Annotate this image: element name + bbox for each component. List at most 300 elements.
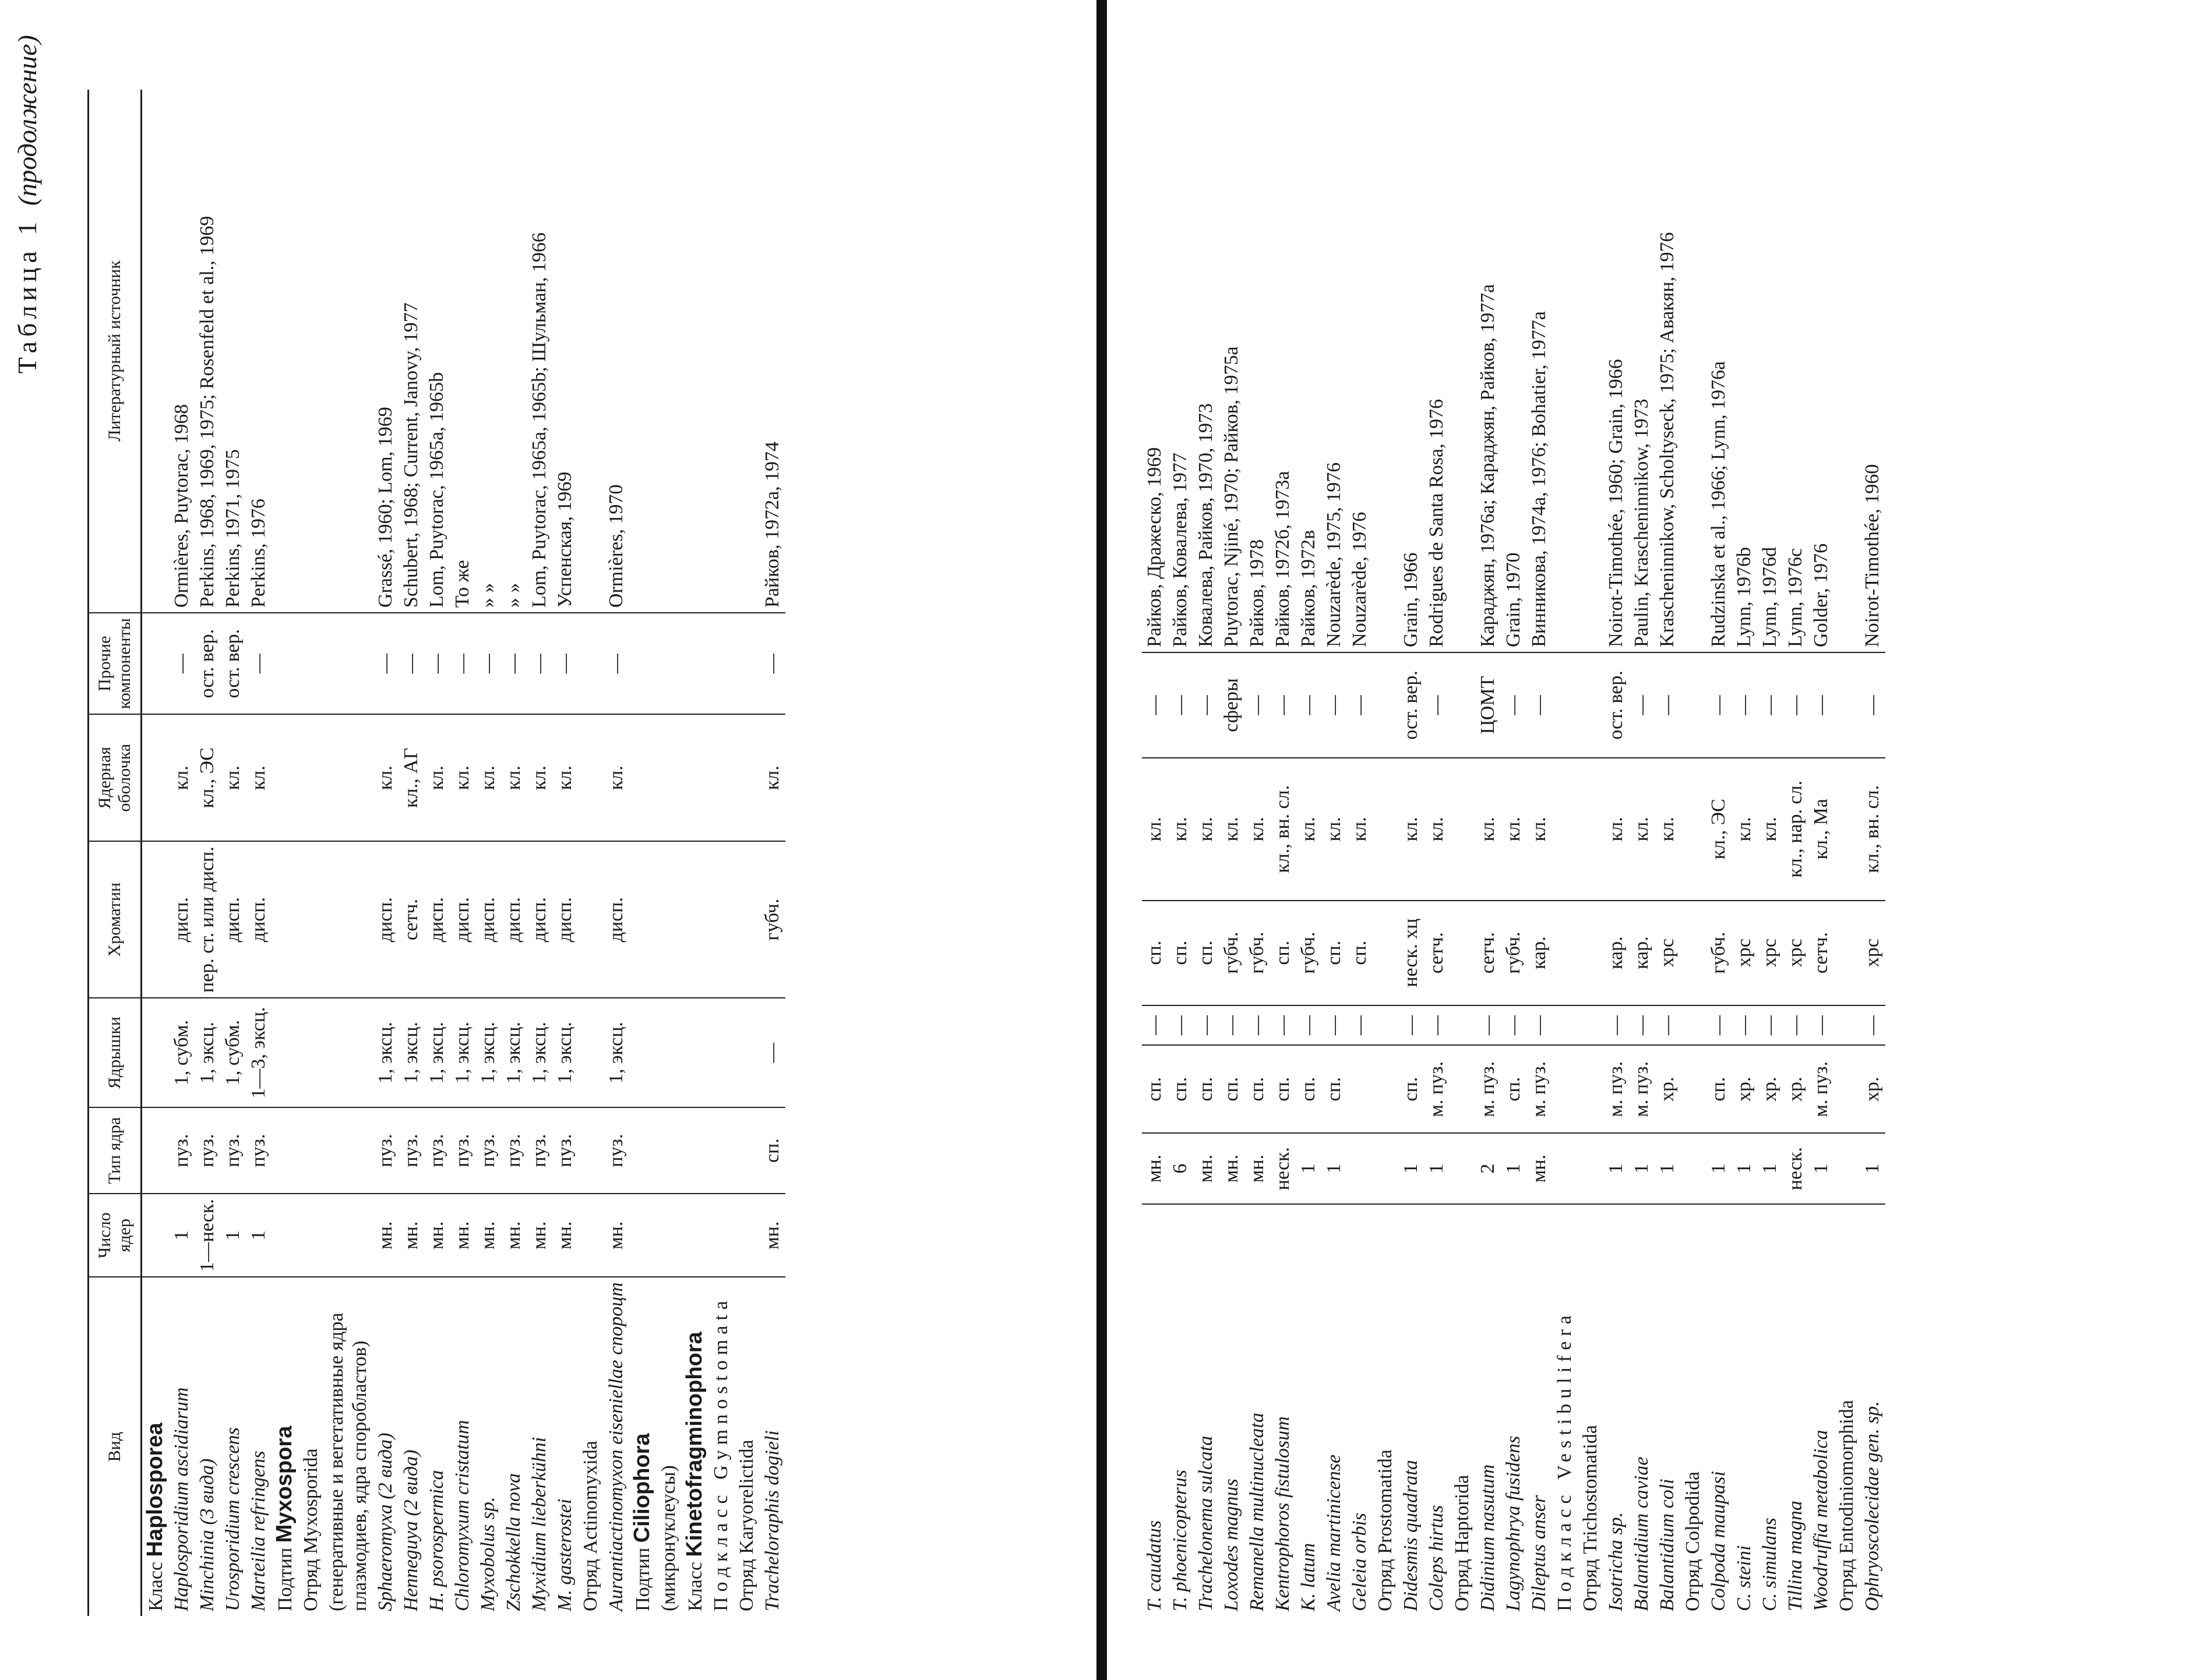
table-row: [1193, 90, 1219, 1616]
cell-ob: [1834, 758, 1860, 901]
header-prochie: Прочие компоненты: [89, 613, 142, 714]
cell-ob: кл.: [1424, 758, 1450, 901]
cell-ob: [682, 714, 708, 841]
table-row: [324, 90, 373, 1616]
cell-ob: кл.: [169, 714, 195, 841]
table-row: [1629, 90, 1655, 1616]
table-row: [682, 90, 708, 1616]
cell-n: 1: [1296, 1133, 1321, 1204]
cell-hr: дисп.: [220, 841, 246, 998]
table-row: [1219, 90, 1244, 1616]
cell-src: Noirot-Timothée, 1960; Grain, 1966: [1603, 90, 1629, 652]
table-row: [450, 90, 475, 1616]
cell-n: мн.: [475, 1194, 501, 1277]
cell-src: [656, 90, 682, 613]
cell-ob: [324, 714, 373, 841]
cell-pr: ост. вер.: [220, 613, 246, 714]
cell-hr: губч.: [1244, 901, 1270, 1005]
cell-n: [1450, 1133, 1475, 1204]
cell-hr: сп.: [1321, 901, 1347, 1005]
table-row: [1321, 90, 1347, 1616]
cell-hr: [656, 841, 682, 998]
cell-pr: —: [1296, 652, 1321, 758]
cell-yad: [734, 998, 760, 1107]
cell-vid: T. caudatus: [1144, 1520, 1165, 1611]
cell-ob: кл., ЭС: [195, 714, 220, 841]
table-row: [604, 90, 629, 1616]
cell-pr: —: [527, 613, 552, 714]
cell-n: 1: [1732, 1133, 1757, 1204]
table-row: [1603, 90, 1629, 1616]
cell-hr: дисп.: [169, 841, 195, 998]
cell-vid: C. steini: [1733, 1545, 1755, 1611]
cell-pr: [629, 613, 656, 714]
cell-ob: [734, 714, 760, 841]
cell-src: Schubert, 1968; Current, Janovy, 1977: [399, 90, 424, 613]
cell-yad: [1578, 1005, 1603, 1046]
cell-n: мн.: [450, 1194, 475, 1277]
cell-hr: дисп.: [475, 841, 501, 998]
cell-n: 1: [1757, 1133, 1783, 1204]
cell-n: 1: [1808, 1133, 1834, 1204]
cell-hr: сп.: [1142, 901, 1168, 1005]
cell-tip: м. пуз.: [1808, 1046, 1834, 1133]
cell-ob: [1680, 758, 1706, 901]
cell-src: Paulin, Krascheninnikow, 1973: [1629, 90, 1655, 652]
cell-tip: [1834, 1046, 1860, 1133]
cell-vid: Подкласс Vestibulifera: [1554, 1310, 1575, 1611]
cell-n: 1: [220, 1194, 246, 1277]
cell-ob: кл.: [1655, 758, 1680, 901]
cell-src: Lynn, 1976d: [1757, 90, 1783, 652]
table-row: [1680, 90, 1706, 1616]
cell-hr: кар.: [1629, 901, 1655, 1005]
cell-ob: кл.: [1168, 758, 1193, 901]
cell-vid: Отряд Colpodida: [1682, 1471, 1704, 1611]
table-row: [271, 90, 298, 1616]
cell-src: [734, 90, 760, 613]
cell-n: [1347, 1133, 1373, 1204]
cell-hr: [1552, 901, 1578, 1005]
cell-ob: кл.: [1603, 758, 1629, 901]
cell-vid: Colpoda maupasi: [1708, 1471, 1729, 1611]
cell-hr: губч.: [1219, 901, 1244, 1005]
cell-tip: [682, 1107, 708, 1194]
cell-hr: сп.: [1347, 901, 1373, 1005]
cell-vid: Avelia martinicense: [1323, 1454, 1345, 1611]
cell-tip: пуз.: [169, 1107, 195, 1194]
cell-pr: [298, 613, 324, 714]
cell-hr: сетч.: [1808, 901, 1834, 1005]
cell-ob: [629, 714, 656, 841]
cell-tip: сп.: [1142, 1046, 1168, 1133]
cell-ob: кл.: [373, 714, 399, 841]
cell-ob: кл.: [1193, 758, 1219, 901]
left-page: [0, 0, 1095, 1680]
cell-n: мн.: [1244, 1133, 1270, 1204]
cell-hr: кар.: [1603, 901, 1629, 1005]
cell-hr: [1578, 901, 1603, 1005]
header-tip: Тип ядра: [89, 1107, 142, 1194]
table-row: [399, 90, 424, 1616]
cell-src: [1680, 90, 1706, 652]
cell-pr: [1578, 652, 1603, 758]
cell-hr: сетч.: [399, 841, 424, 998]
cell-n: мн.: [1526, 1133, 1552, 1204]
cell-n: [1680, 1133, 1706, 1204]
cell-src: Grain, 1970: [1501, 90, 1526, 652]
cell-yad: —: [1168, 1005, 1193, 1046]
cell-tip: сп.: [1168, 1046, 1193, 1133]
cell-vid: Отряд Entodiniomorphida: [1836, 1400, 1857, 1611]
cell-src: [271, 90, 298, 613]
cell-tip: сп.: [1193, 1046, 1219, 1133]
cell-tip: [324, 1107, 373, 1194]
cell-src: Golder, 1976: [1808, 90, 1834, 652]
cell-n: мн.: [527, 1194, 552, 1277]
cell-vid: Balantidium coli: [1656, 1478, 1678, 1611]
cell-ob: кл.: [450, 714, 475, 841]
cell-src: Райков, 1972а, 1974: [760, 90, 785, 613]
cell-yad: [1373, 1005, 1398, 1046]
cell-ob: [1552, 758, 1578, 901]
table-row: [552, 90, 578, 1616]
cell-tip: [629, 1107, 656, 1194]
cell-pr: —: [1655, 652, 1680, 758]
cell-pr: —: [1860, 652, 1885, 758]
cell-ob: кл.: [1321, 758, 1347, 901]
cell-n: 1: [246, 1194, 271, 1277]
cell-vid: C. simulans: [1759, 1517, 1780, 1611]
cell-hr: хрс: [1757, 901, 1783, 1005]
cell-pr: —: [1706, 652, 1732, 758]
cell-hr: [629, 841, 656, 998]
cell-hr: сп.: [1193, 901, 1219, 1005]
cell-n: 2: [1475, 1133, 1501, 1204]
cell-yad: —: [1244, 1005, 1270, 1046]
cell-n: мн.: [1193, 1133, 1219, 1204]
cell-yad: —: [1655, 1005, 1680, 1046]
cell-hr: хрс: [1732, 901, 1757, 1005]
cell-yad: —: [1321, 1005, 1347, 1046]
table-row: [656, 90, 682, 1616]
cell-hr: губч.: [1501, 901, 1526, 1005]
cell-ob: кл.: [527, 714, 552, 841]
cell-pr: —: [1629, 652, 1655, 758]
cell-tip: хр.: [1732, 1046, 1757, 1133]
cell-tip: пуз.: [501, 1107, 527, 1194]
cell-pr: [1450, 652, 1475, 758]
cell-vid: Chloromyxum cristatum: [452, 1420, 473, 1611]
cell-yad: [1834, 1005, 1860, 1046]
cell-ob: кл., вн. сл.: [1860, 758, 1885, 901]
cell-pr: —: [1321, 652, 1347, 758]
cell-n: мн.: [399, 1194, 424, 1277]
cell-ob: кл.: [1142, 758, 1168, 901]
table-row: [1860, 90, 1885, 1616]
cell-n: 1—неск.: [195, 1194, 220, 1277]
cell-vid: Отряд Myxosporida: [300, 1448, 322, 1611]
cell-tip: [1347, 1046, 1373, 1133]
header-yadryshki: Ядрышки: [89, 998, 142, 1107]
cell-src: Nouzarède, 1976: [1347, 90, 1373, 652]
cell-ob: кл.: [760, 714, 785, 841]
cell-hr: дисп.: [373, 841, 399, 998]
cell-n: [1578, 1133, 1603, 1204]
cell-vid: Balantidium caviae: [1631, 1456, 1652, 1611]
cell-ob: [1373, 758, 1398, 901]
cell-yad: —: [1347, 1005, 1373, 1046]
cell-vid: Zschokkella nova: [503, 1473, 524, 1611]
table-row: [1424, 90, 1450, 1616]
cell-n: мн.: [1142, 1133, 1168, 1204]
cell-n: 1: [1629, 1133, 1655, 1204]
cell-ob: [708, 714, 734, 841]
cell-ob: кл.: [1501, 758, 1526, 901]
cell-hr: губч.: [1296, 901, 1321, 1005]
table-row: [373, 90, 399, 1616]
cell-ob: [656, 714, 682, 841]
cell-src: [1578, 90, 1603, 652]
cell-ob: кл.: [1398, 758, 1424, 901]
table-row: [1168, 90, 1193, 1616]
cell-vid: Woodruffia metabolica: [1810, 1430, 1832, 1611]
cell-yad: —: [1860, 1005, 1885, 1046]
cell-yad: [708, 998, 734, 1107]
cell-n: мн.: [424, 1194, 450, 1277]
cell-src: [578, 90, 604, 613]
cell-pr: [708, 613, 734, 714]
cell-hr: сетч.: [1424, 901, 1450, 1005]
cell-tip: м. пуз.: [1526, 1046, 1552, 1133]
cell-src: Rodrigues de Santa Rosa, 1976: [1424, 90, 1450, 652]
cell-src: Райков, Дражеско, 1969: [1142, 90, 1168, 652]
header-istochnik: Литературный источник: [89, 90, 142, 613]
cell-yad: [324, 998, 373, 1107]
cell-n: [271, 1194, 298, 1277]
cell-tip: пуз.: [552, 1107, 578, 1194]
cell-yad: —: [1526, 1005, 1552, 1046]
cell-hr: [324, 841, 373, 998]
cell-yad: 1, субм.: [220, 998, 246, 1107]
table-caption: [12, 35, 43, 373]
cell-tip: пуз.: [399, 1107, 424, 1194]
table-row: [195, 90, 220, 1616]
cell-tip: пуз.: [373, 1107, 399, 1194]
cell-yad: 1, эксц.: [399, 998, 424, 1107]
cell-tip: [271, 1107, 298, 1194]
cell-yad: —: [1706, 1005, 1732, 1046]
cell-yad: —: [1193, 1005, 1219, 1046]
cell-pr: —: [1783, 652, 1808, 758]
cell-n: [1552, 1133, 1578, 1204]
cell-yad: 1, эксц.: [527, 998, 552, 1107]
cell-pr: —: [760, 613, 785, 714]
cell-pr: —: [604, 613, 629, 714]
cell-src: Lom, Puytorac, 1965a, 1965b; Шульман, 1966: [527, 90, 552, 613]
cell-yad: —: [1219, 1005, 1244, 1046]
cell-hr: дисп.: [450, 841, 475, 998]
cell-n: неск.: [1270, 1133, 1296, 1204]
cell-n: [324, 1194, 373, 1277]
cell-n: мн.: [1219, 1133, 1244, 1204]
cell-vid: Trachelonema sulcata: [1195, 1435, 1216, 1611]
table-row: [1475, 90, 1501, 1616]
cell-src: Винникова, 1974а, 1976; Bohatier, 1977а: [1526, 90, 1552, 652]
cell-yad: —: [1757, 1005, 1783, 1046]
cell-ob: кл.: [424, 714, 450, 841]
cell-hr: дисп.: [424, 841, 450, 998]
table-row: [734, 90, 760, 1616]
cell-yad: 1, эксц.: [195, 998, 220, 1107]
cell-tip: [1552, 1046, 1578, 1133]
cell-src: Krascheninnikow, Scholtyseck, 1975; Авакян, 1976: [1655, 90, 1680, 652]
cell-src: [1552, 90, 1578, 652]
cell-src: » »: [501, 90, 527, 613]
cell-n: [682, 1194, 708, 1277]
cell-tip: [656, 1107, 682, 1194]
table-row: [1757, 90, 1783, 1616]
table-row: [708, 90, 734, 1616]
right-page-rotated: [1107, 0, 2202, 1680]
cell-tip: [1680, 1046, 1706, 1133]
cell-yad: 1, эксц.: [552, 998, 578, 1107]
cell-n: неск.: [1783, 1133, 1808, 1204]
cell-tip: сп.: [1244, 1046, 1270, 1133]
cell-vid: Urosporidium crescens: [222, 1427, 244, 1611]
caption-prefix: Таблица 1: [12, 217, 42, 374]
cell-hr: [578, 841, 604, 998]
cell-src: [708, 90, 734, 613]
cell-ob: [578, 714, 604, 841]
cell-pr: —: [424, 613, 450, 714]
table-row: [1808, 90, 1834, 1616]
data-table-right: [1142, 90, 1885, 1616]
cell-vid: M. gasterostei: [554, 1498, 576, 1611]
table-row: [246, 90, 271, 1616]
cell-ob: кл.: [552, 714, 578, 841]
cell-tip: сп.: [760, 1107, 785, 1194]
cell-src: Райков, 1978: [1244, 90, 1270, 652]
cell-n: 1: [1706, 1133, 1732, 1204]
cell-tip: [578, 1107, 604, 1194]
cell-vid: Класс Kinetofragminophora: [682, 1332, 707, 1611]
cell-hr: сетч.: [1475, 901, 1501, 1005]
cell-vid: Remanella multinucleata: [1246, 1413, 1268, 1611]
cell-tip: [142, 1107, 170, 1194]
cell-ob: [1450, 758, 1475, 901]
cell-src: Noirot-Timothée, 1960: [1860, 90, 1885, 652]
cell-pr: ост. вер.: [195, 613, 220, 714]
cell-pr: —: [1347, 652, 1373, 758]
cell-yad: 1, эксц.: [475, 998, 501, 1107]
cell-pr: —: [475, 613, 501, 714]
table-row: [424, 90, 450, 1616]
cell-src: Ковалева, Райков, 1970, 1973: [1193, 90, 1219, 652]
cell-yad: —: [1808, 1005, 1834, 1046]
page-fold: [1096, 0, 1107, 1680]
cell-vid: Aurantiactinomyxon eiseniellae спороцт: [605, 1282, 627, 1611]
cell-ob: кл., ЭС: [1706, 758, 1732, 901]
table-row: [1834, 90, 1860, 1616]
header-chislo: Число ядер: [89, 1194, 142, 1277]
cell-src: Nouzarède, 1975, 1976: [1321, 90, 1347, 652]
cell-yad: —: [1475, 1005, 1501, 1046]
cell-hr: [1450, 901, 1475, 1005]
cell-ob: [298, 714, 324, 841]
cell-yad: —: [1398, 1005, 1424, 1046]
cell-hr: [271, 841, 298, 998]
cell-pr: сферы: [1219, 652, 1244, 758]
table-row: [1655, 90, 1680, 1616]
cell-hr: [734, 841, 760, 998]
cell-ob: кл.: [1526, 758, 1552, 901]
cell-src: Grain, 1966: [1398, 90, 1424, 652]
cell-tip: хр.: [1860, 1046, 1885, 1133]
header-obolochka: Ядерная оболочка: [89, 714, 142, 841]
cell-tip: хр.: [1655, 1046, 1680, 1133]
cell-vid: Класс Haplosporea: [143, 1423, 167, 1611]
cell-hr: дисп.: [246, 841, 271, 998]
cell-ob: кл., вн. сл.: [1270, 758, 1296, 901]
cell-yad: 1, эксц.: [424, 998, 450, 1107]
cell-n: мн.: [604, 1194, 629, 1277]
cell-ob: кл.: [1296, 758, 1321, 901]
cell-yad: —: [760, 998, 785, 1107]
table-row: [1706, 90, 1732, 1616]
cell-n: [1834, 1133, 1860, 1204]
cell-yad: 1, эксц.: [501, 998, 527, 1107]
cell-n: [1373, 1133, 1398, 1204]
cell-hr: [142, 841, 170, 998]
cell-hr: [682, 841, 708, 998]
cell-src: Успенская, 1969: [552, 90, 578, 613]
cell-n: [142, 1194, 170, 1277]
cell-pr: ЦОМТ: [1475, 652, 1501, 758]
cell-vid: Подкласс Gymnostomata: [710, 1296, 732, 1611]
cell-pr: —: [1757, 652, 1783, 758]
table-row: [1398, 90, 1424, 1616]
cell-src: Perkins, 1971, 1975: [220, 90, 246, 613]
cell-tip: м. пуз.: [1475, 1046, 1501, 1133]
cell-hr: сп.: [1168, 901, 1193, 1005]
header-row: [89, 90, 142, 1616]
cell-vid: Tracheloraphis dogieli: [761, 1430, 783, 1611]
cell-yad: [1552, 1005, 1578, 1046]
cell-vid: Lagynophrya fusidens: [1503, 1435, 1524, 1611]
cell-tip: сп.: [1398, 1046, 1424, 1133]
cell-vid: K. latum: [1297, 1543, 1319, 1611]
cell-yad: 1, эксц.: [604, 998, 629, 1107]
cell-yad: [629, 998, 656, 1107]
cell-pr: ост. вер.: [1398, 652, 1424, 758]
cell-vid: Kentrophoros fistulosum: [1272, 1416, 1293, 1611]
cell-tip: пуз.: [475, 1107, 501, 1194]
cell-tip: сп.: [1219, 1046, 1244, 1133]
cell-hr: [1834, 901, 1860, 1005]
cell-src: Lynn, 1976с: [1783, 90, 1808, 652]
cell-n: [708, 1194, 734, 1277]
table-row: [1296, 90, 1321, 1616]
cell-src: [142, 90, 170, 613]
cell-n: мн.: [501, 1194, 527, 1277]
cell-n: мн.: [373, 1194, 399, 1277]
cell-pr: —: [1142, 652, 1168, 758]
table-row: [629, 90, 656, 1616]
cell-ob: [271, 714, 298, 841]
cell-yad: 1, эксц.: [450, 998, 475, 1107]
cell-pr: [324, 613, 373, 714]
